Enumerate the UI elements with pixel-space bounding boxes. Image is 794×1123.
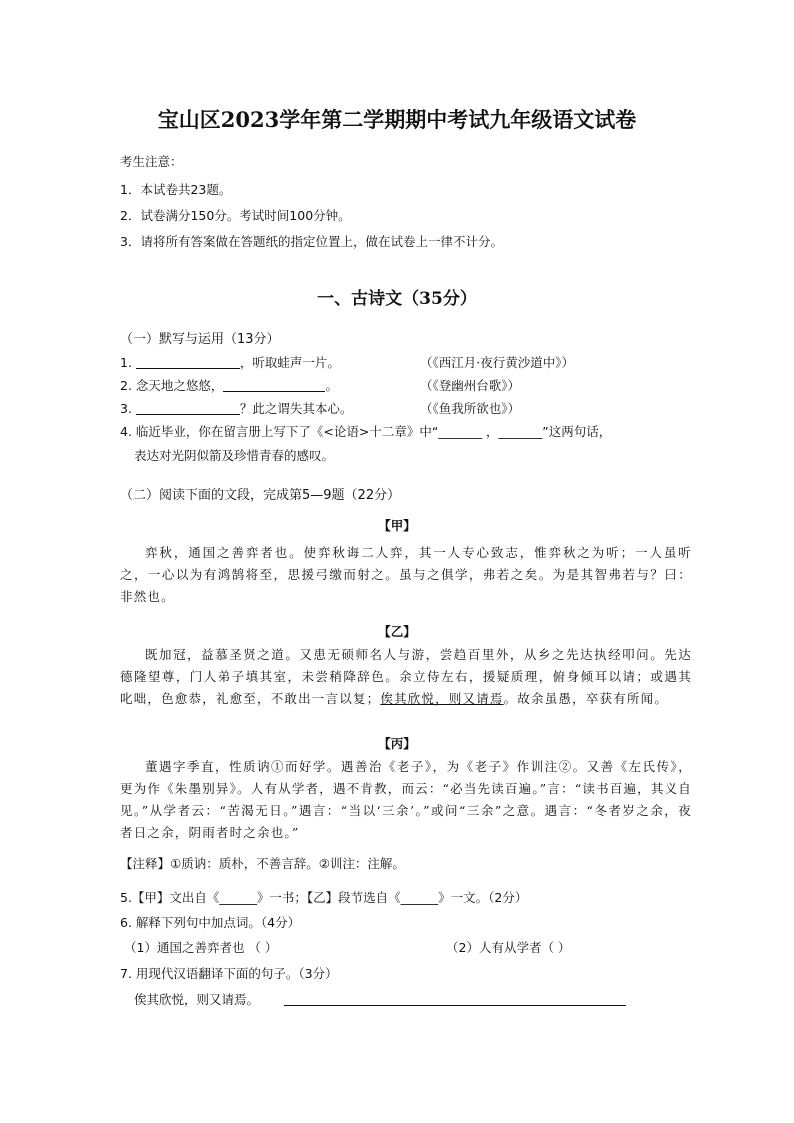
question-7-sentence: 俟其欣悦，则又请焉。 — [134, 992, 260, 1007]
question-6-b: （2）人有从学者（ ） — [446, 940, 571, 955]
passage-bing — [120, 756, 692, 844]
part2-title: （二）阅读下面的文段，完成第5—9题（22分） — [120, 488, 401, 503]
question-2 — [120, 376, 338, 394]
notes-heading: 考生注意： — [120, 154, 183, 169]
annotation: 【注释】①质讷：质朴，不善言辞。②训注：注解。 — [120, 856, 405, 871]
question-1 — [120, 353, 340, 371]
question-7-answer-line[interactable] — [284, 1004, 626, 1006]
q3-blank[interactable] — [136, 402, 240, 415]
passage-yi-text-1: 既加冠，益慕圣贤之道。又患无硕师名人与游，尝趋百里外，从乡之先达执经叩问。先达德隆望尊，门人弟子填其室，未尝稍降辞色。余立侍左右，援疑质理，俯身倾耳以请；或遇其叱咄，色愈恭，礼愈至，不敢出一言以复； — [120, 647, 692, 706]
passage-jia — [120, 542, 692, 608]
q2-text-before: 念天地之悠悠， — [135, 378, 224, 393]
page-title: 宝山区2023学年第二学期期中考试九年级语文试卷 — [157, 107, 637, 132]
question-4-line-1: 4. 临近毕业，你在留言册上写下了《<论语>十二章》中“_______ ，_______”这两句话， — [120, 424, 612, 439]
q2-number: 2. — [120, 378, 132, 393]
note-item-1: 1．本试卷共23题。 — [120, 182, 232, 197]
q3-text: ？此之谓失其本心。 — [239, 401, 353, 416]
q1-number: 1. — [120, 355, 132, 370]
passage-jia-text: 弈秋，通国之善弈者也。使弈秋诲二人弈，其一人专心致志，惟弈秋之为听；一人虽听之，一心以为有鸿鹄将至，思援弓缴而射之。虽与之俱学，弗若之矣。为是其智弗若与？曰：非然也。 — [120, 545, 692, 604]
question-6-stem: 6. 解释下列句中加点词。（4分） — [120, 915, 301, 930]
passage-bing-label: 【丙】 — [378, 736, 416, 751]
q1-source: （《西江月·夜行黄沙道中》） — [420, 355, 574, 370]
question-7-stem: 7. 用现代汉语翻译下面的句子。（3分） — [120, 966, 338, 981]
question-6-a: （1）通国之善弈者也 （ ） — [124, 940, 278, 955]
part1-title: （一）默写与运用（13分） — [120, 332, 280, 347]
q2-blank[interactable] — [223, 379, 325, 392]
q3-number: 3. — [120, 401, 132, 416]
passage-yi-text-2: 。故余虽愚，卒获有所闻。 — [503, 691, 669, 706]
question-5: 5.【甲】文出自《______》一书；【乙】段节选自《______》一文。（2分） — [120, 890, 528, 905]
passage-yi — [120, 644, 692, 710]
section-title: 一、古诗文（35分） — [317, 289, 477, 309]
question-4-line-2: 表达对光阴似箭及珍惜青春的感叹。 — [134, 448, 335, 463]
question-3 — [120, 399, 352, 417]
q2-source: （《登幽州台歌》） — [420, 378, 521, 393]
note-item-2: 2．试卷满分150分。考试时间100分钟。 — [120, 208, 351, 223]
q2-text-after: 。 — [325, 378, 338, 393]
passage-yi-label: 【乙】 — [378, 624, 416, 639]
q1-blank[interactable] — [136, 356, 240, 369]
passage-yi-underlined: 俟其欣悦，则又请焉 — [380, 691, 504, 706]
note-item-3: 3．请将所有答案做在答题纸的指定位置上，做在试卷上一律不计分。 — [120, 234, 503, 249]
q1-text: ，听取蛙声一片。 — [239, 355, 340, 370]
q3-source: （《鱼我所欲也》） — [420, 401, 521, 416]
passage-bing-text: 董遇字季直，性质讷①而好学。遇善治《老子》，为《老子》作训注②。又善《左氏传》，更为作《朱墨别异》。人有从学者，遇不肯教，而云：“必当先读百遍。”言：“读书百遍，其义自见。”从学者云：“苦渴无日。”遇言：“当以‘三余’。”或问“三余”之意。遇言：“冬者岁之余，夜者日之余，阴雨者时之余也。” — [120, 759, 692, 840]
passage-jia-label: 【甲】 — [378, 518, 416, 533]
